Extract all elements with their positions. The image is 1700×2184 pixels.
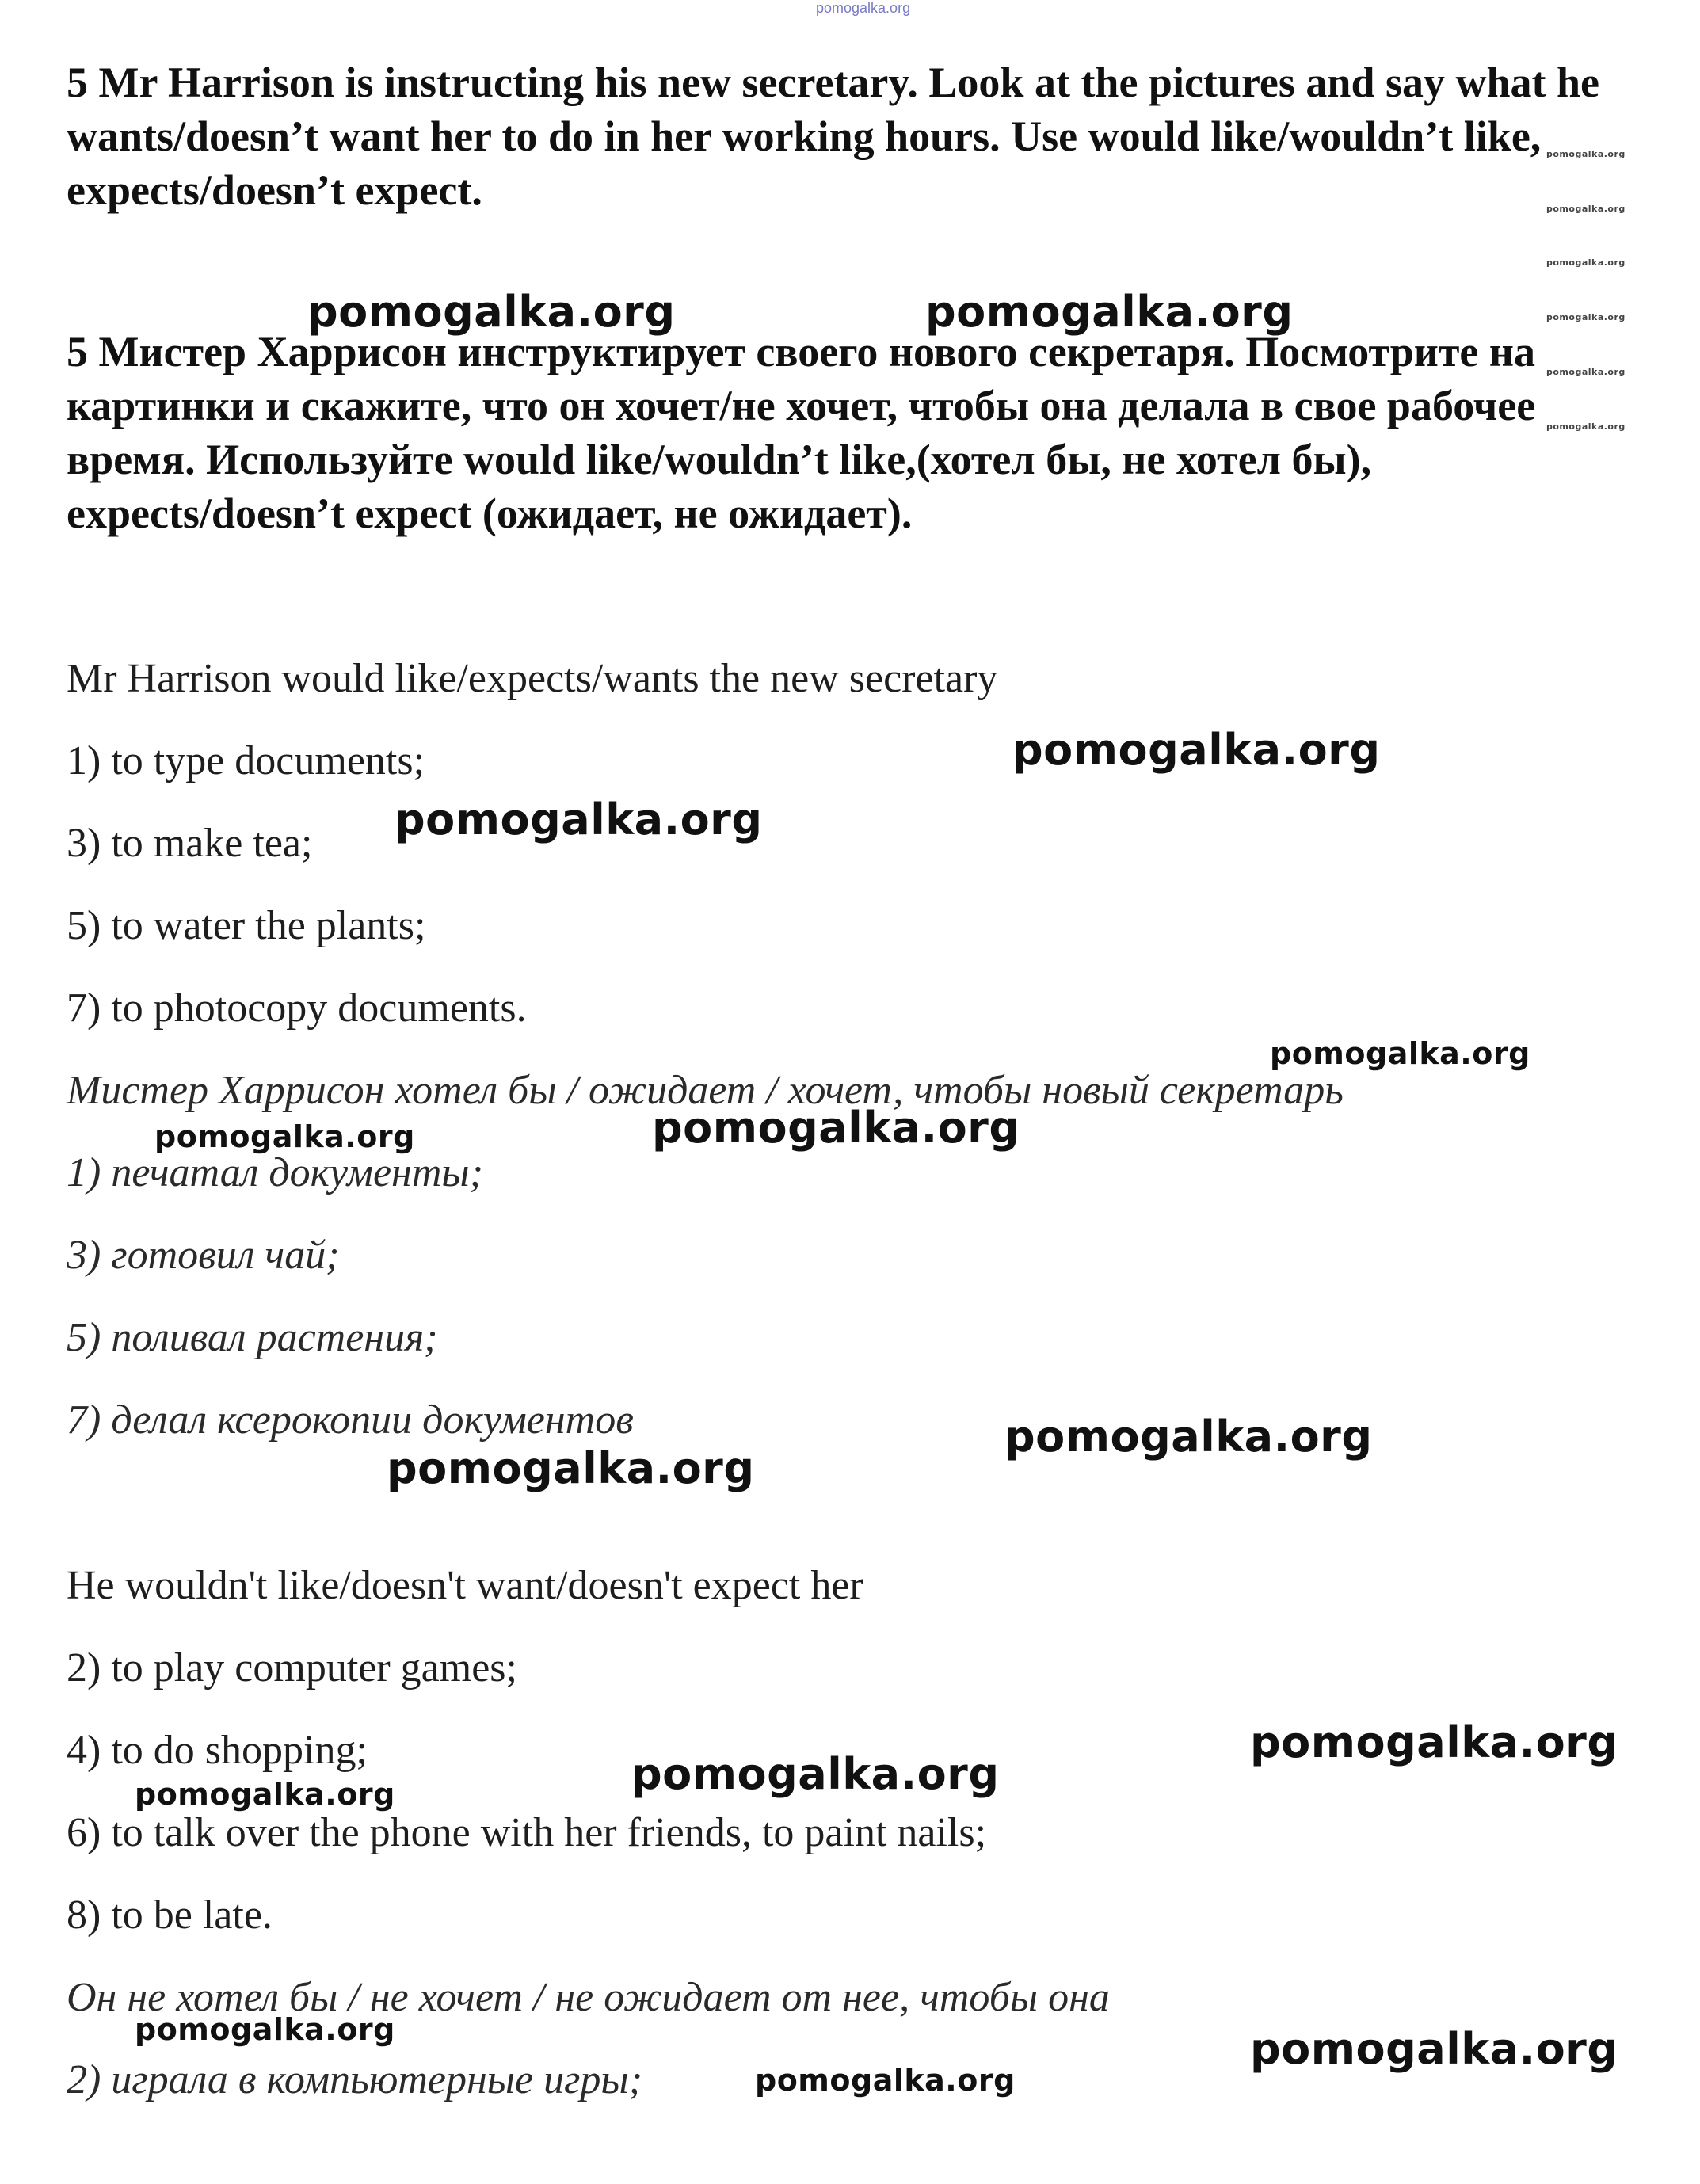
section1-intro: Mr Harrison would like/expects/wants the new secretary bbox=[67, 656, 998, 701]
task-heading-russian: 5 Мистер Харрисон инструктирует своего нового секретаря. Посмотрите на картинки и скажите, что он хочет/не хочет, чтобы она делала в свое рабочее время. Используйте would like/wouldn’t like,(хотел бы, не хотел бы), expects/doesn’t expect (ожидает, не ожидает). bbox=[67, 328, 1536, 537]
section2-item: 2) to play computer games; bbox=[67, 1645, 517, 1690]
task-heading-english: 5 Mr Harrison is instructing his new secretary. Look at the pictures and say what he wants/doesn’t want her to do in her working hours. Use would like/wouldn’t like, expects/doesn’t expect. bbox=[67, 59, 1600, 214]
watermark: pomogalka.org bbox=[1250, 1717, 1618, 1767]
section1-item: 1) to type documents; bbox=[67, 738, 425, 783]
section1-ru-item: 7) делал ксерокопии документов bbox=[67, 1397, 634, 1443]
section2-intro: He wouldn't like/doesn't want/doesn't expect her bbox=[67, 1563, 863, 1608]
watermark: pomogalka.org bbox=[1004, 1412, 1373, 1462]
site-header-watermark: pomogalka.org bbox=[816, 0, 911, 16]
watermark: pomogalka.org bbox=[925, 287, 1294, 337]
watermark: pomogalka.org bbox=[1546, 149, 1626, 159]
section2-ru-item: 2) играла в компьютерные игры; bbox=[67, 2057, 642, 2102]
section1-item: 3) to make tea; bbox=[67, 821, 313, 866]
watermark: pomogalka.org bbox=[1546, 312, 1626, 322]
section1-ru-item: 1) печатал документы; bbox=[67, 1150, 483, 1195]
watermark: pomogalka.org bbox=[387, 1443, 755, 1493]
watermark: pomogalka.org bbox=[1250, 2024, 1618, 2074]
section1-ru-item: 5) поливал растения; bbox=[67, 1315, 438, 1360]
watermark: pomogalka.org bbox=[154, 1119, 415, 1154]
watermark: pomogalka.org bbox=[652, 1103, 1020, 1153]
section1-ru-intro: Мистер Харрисон хотел бы / ожидает / хочет, чтобы новый секретарь bbox=[67, 1068, 1344, 1113]
watermark: pomogalka.org bbox=[1546, 421, 1626, 432]
section1-ru-item: 3) готовил чай; bbox=[67, 1233, 340, 1278]
watermark: pomogalka.org bbox=[1546, 204, 1626, 214]
section2-ru-intro: Он не хотел бы / не хочет / не ожидает от нее, чтобы она bbox=[67, 1975, 1110, 2020]
section1-item: 5) to water the plants; bbox=[67, 903, 426, 948]
section2-item: 8) to be late. bbox=[67, 1892, 273, 1938]
watermark: pomogalka.org bbox=[1012, 725, 1381, 775]
watermark: pomogalka.org bbox=[1546, 257, 1626, 268]
watermark: pomogalka.org bbox=[307, 287, 676, 337]
watermark: pomogalka.org bbox=[135, 1777, 395, 1812]
watermark: pomogalka.org bbox=[1546, 367, 1626, 377]
section2-item: 4) to do shopping; bbox=[67, 1728, 368, 1773]
watermark: pomogalka.org bbox=[1270, 1036, 1530, 1071]
section2-item: 6) to talk over the phone with her friends, to paint nails; bbox=[67, 1810, 987, 1855]
watermark: pomogalka.org bbox=[395, 795, 763, 844]
watermark: pomogalka.org bbox=[631, 1749, 1000, 1799]
watermark: pomogalka.org bbox=[755, 2063, 1016, 2098]
section1-item: 7) to photocopy documents. bbox=[67, 985, 527, 1031]
watermark: pomogalka.org bbox=[135, 2012, 395, 2047]
